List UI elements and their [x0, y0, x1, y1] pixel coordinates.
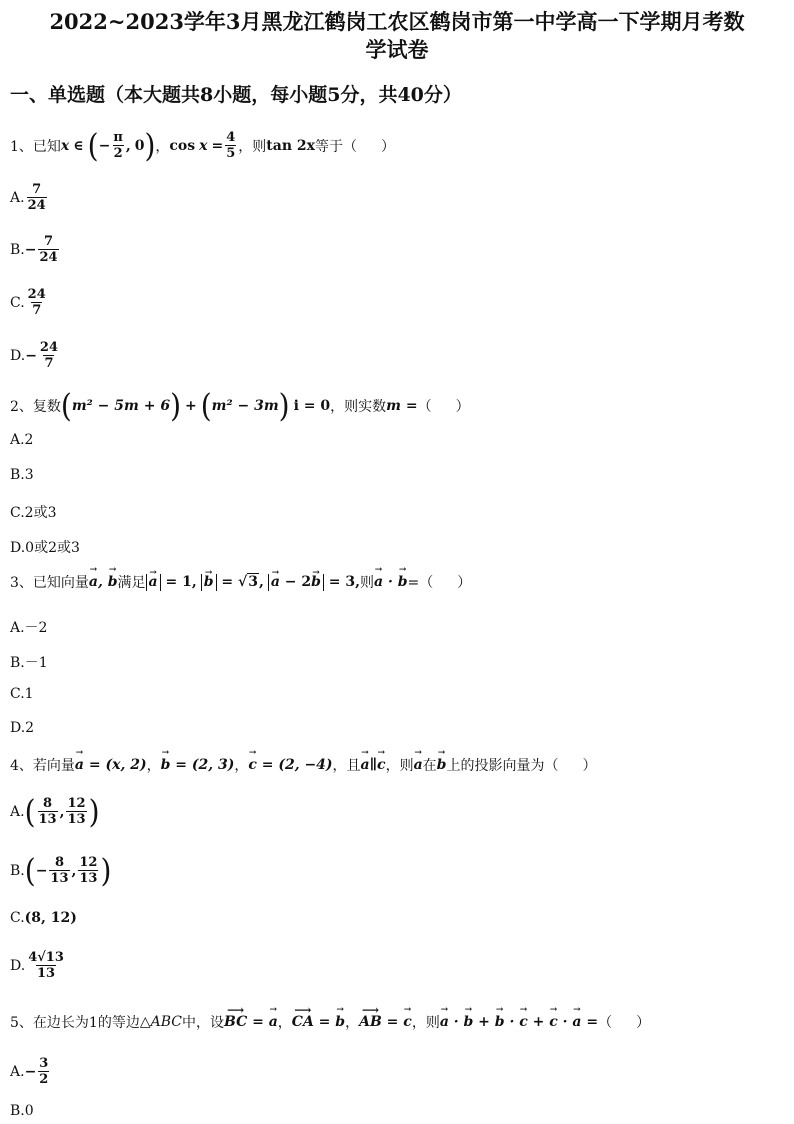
exam-title-line2: 学试卷 — [365, 37, 429, 62]
q1-four-fifths: $\frac{4}{5}$ — [226, 130, 236, 161]
q5-option-a[interactable]: A. − $\frac{3}{2}$ — [10, 1056, 49, 1087]
q2-real-part: m² − 5m + 6 — [71, 398, 171, 414]
q1-text-known: 已知 — [32, 138, 61, 155]
q1-minus: − — [98, 137, 111, 154]
q1-zero: 0 — [134, 137, 145, 154]
q1-tan2x: tan 2x — [266, 137, 315, 154]
q1-in-symbol: ∈ — [73, 137, 84, 154]
q1-number: 1、 — [10, 138, 33, 155]
question-2: 2、 复数 ( m² − 5m + 6 ) + ( m² − 3m ) i = 0 ，则实数 m = （ ） — [10, 386, 470, 425]
question-1: 1、 已知 x ∈ ( − $\frac{\pi}{2}$ , 0 ) ， cos x = $\frac{4}{5}$ ，则 tan 2x 等于（ ） — [10, 125, 395, 164]
q3-option-c[interactable]: C.1 — [10, 686, 34, 702]
q2-option-b[interactable]: B.3 — [10, 467, 34, 483]
q4-option-b[interactable]: B. ( − $\frac{8}{13}$ , $\frac{12}{13}$ ) — [10, 850, 112, 889]
question-3: 3、 已知向量 → a, → b 满足 → a = 1, → b = √3, → a − 2→ b = 3, 则 → a · → b =（ ） — [10, 572, 471, 592]
exam-title-line1: 2022~2023学年3月黑龙江鹤岗工农区鹤岗市第一中学高一下学期月考数 — [49, 9, 745, 34]
q3-option-a[interactable]: A.－2 — [10, 620, 48, 636]
q4-option-a[interactable]: A. ( $\frac{8}{13}$ , $\frac{12}{13}$ ) — [10, 791, 100, 830]
q4-option-d[interactable]: D. $\frac{4√13}{13}$ — [10, 950, 64, 981]
section-heading: 一、单选题（本大题共8小题，每小题5分，共40分） — [10, 84, 462, 106]
question-5: 5、 在边长为1的等边 △ABC 中，设 ⟶ BC = → a ， ⟶ CA = → b ， ⟶ AB = → c ， 则 → a · → b + → b · → c + → c · → a = （ ） — [10, 1012, 650, 1032]
question-4: 4、 若向量 → a = (x, 2) ， → b = (2, 3) ， → c = (2, −4) ， 且 → a∥→ c ，则 → a 在 → b 上的投影向量为（ ） — [10, 755, 596, 775]
q1-option-c[interactable]: C. $\frac{24}{7}$ — [10, 287, 46, 318]
q3-option-b[interactable]: B.－1 — [10, 655, 48, 671]
q4-option-c[interactable]: C. (8, 12) — [10, 910, 77, 926]
q1-option-a[interactable]: A. $\frac{7}{24}$ — [10, 182, 46, 213]
q1-cos: cos — [169, 137, 196, 154]
q2-option-a[interactable]: A.2 — [10, 432, 34, 448]
q2-option-c[interactable]: C.2或3 — [10, 505, 57, 521]
q1-option-b[interactable]: B. − $\frac{7}{24}$ — [10, 234, 58, 265]
q1-option-d[interactable]: D. − $\frac{24}{7}$ — [10, 340, 59, 371]
q2-option-d[interactable]: D.0或2或3 — [10, 540, 80, 556]
q5-option-b[interactable]: B.0 — [10, 1103, 34, 1119]
q2-imag-part: m² − 3m — [211, 398, 279, 414]
q3-option-d[interactable]: D.2 — [10, 720, 35, 736]
q1-var-x: x — [60, 137, 70, 154]
q1-pi-over-2: $\frac{\pi}{2}$ — [113, 130, 123, 161]
q1-open-paren: ( — [87, 125, 99, 164]
